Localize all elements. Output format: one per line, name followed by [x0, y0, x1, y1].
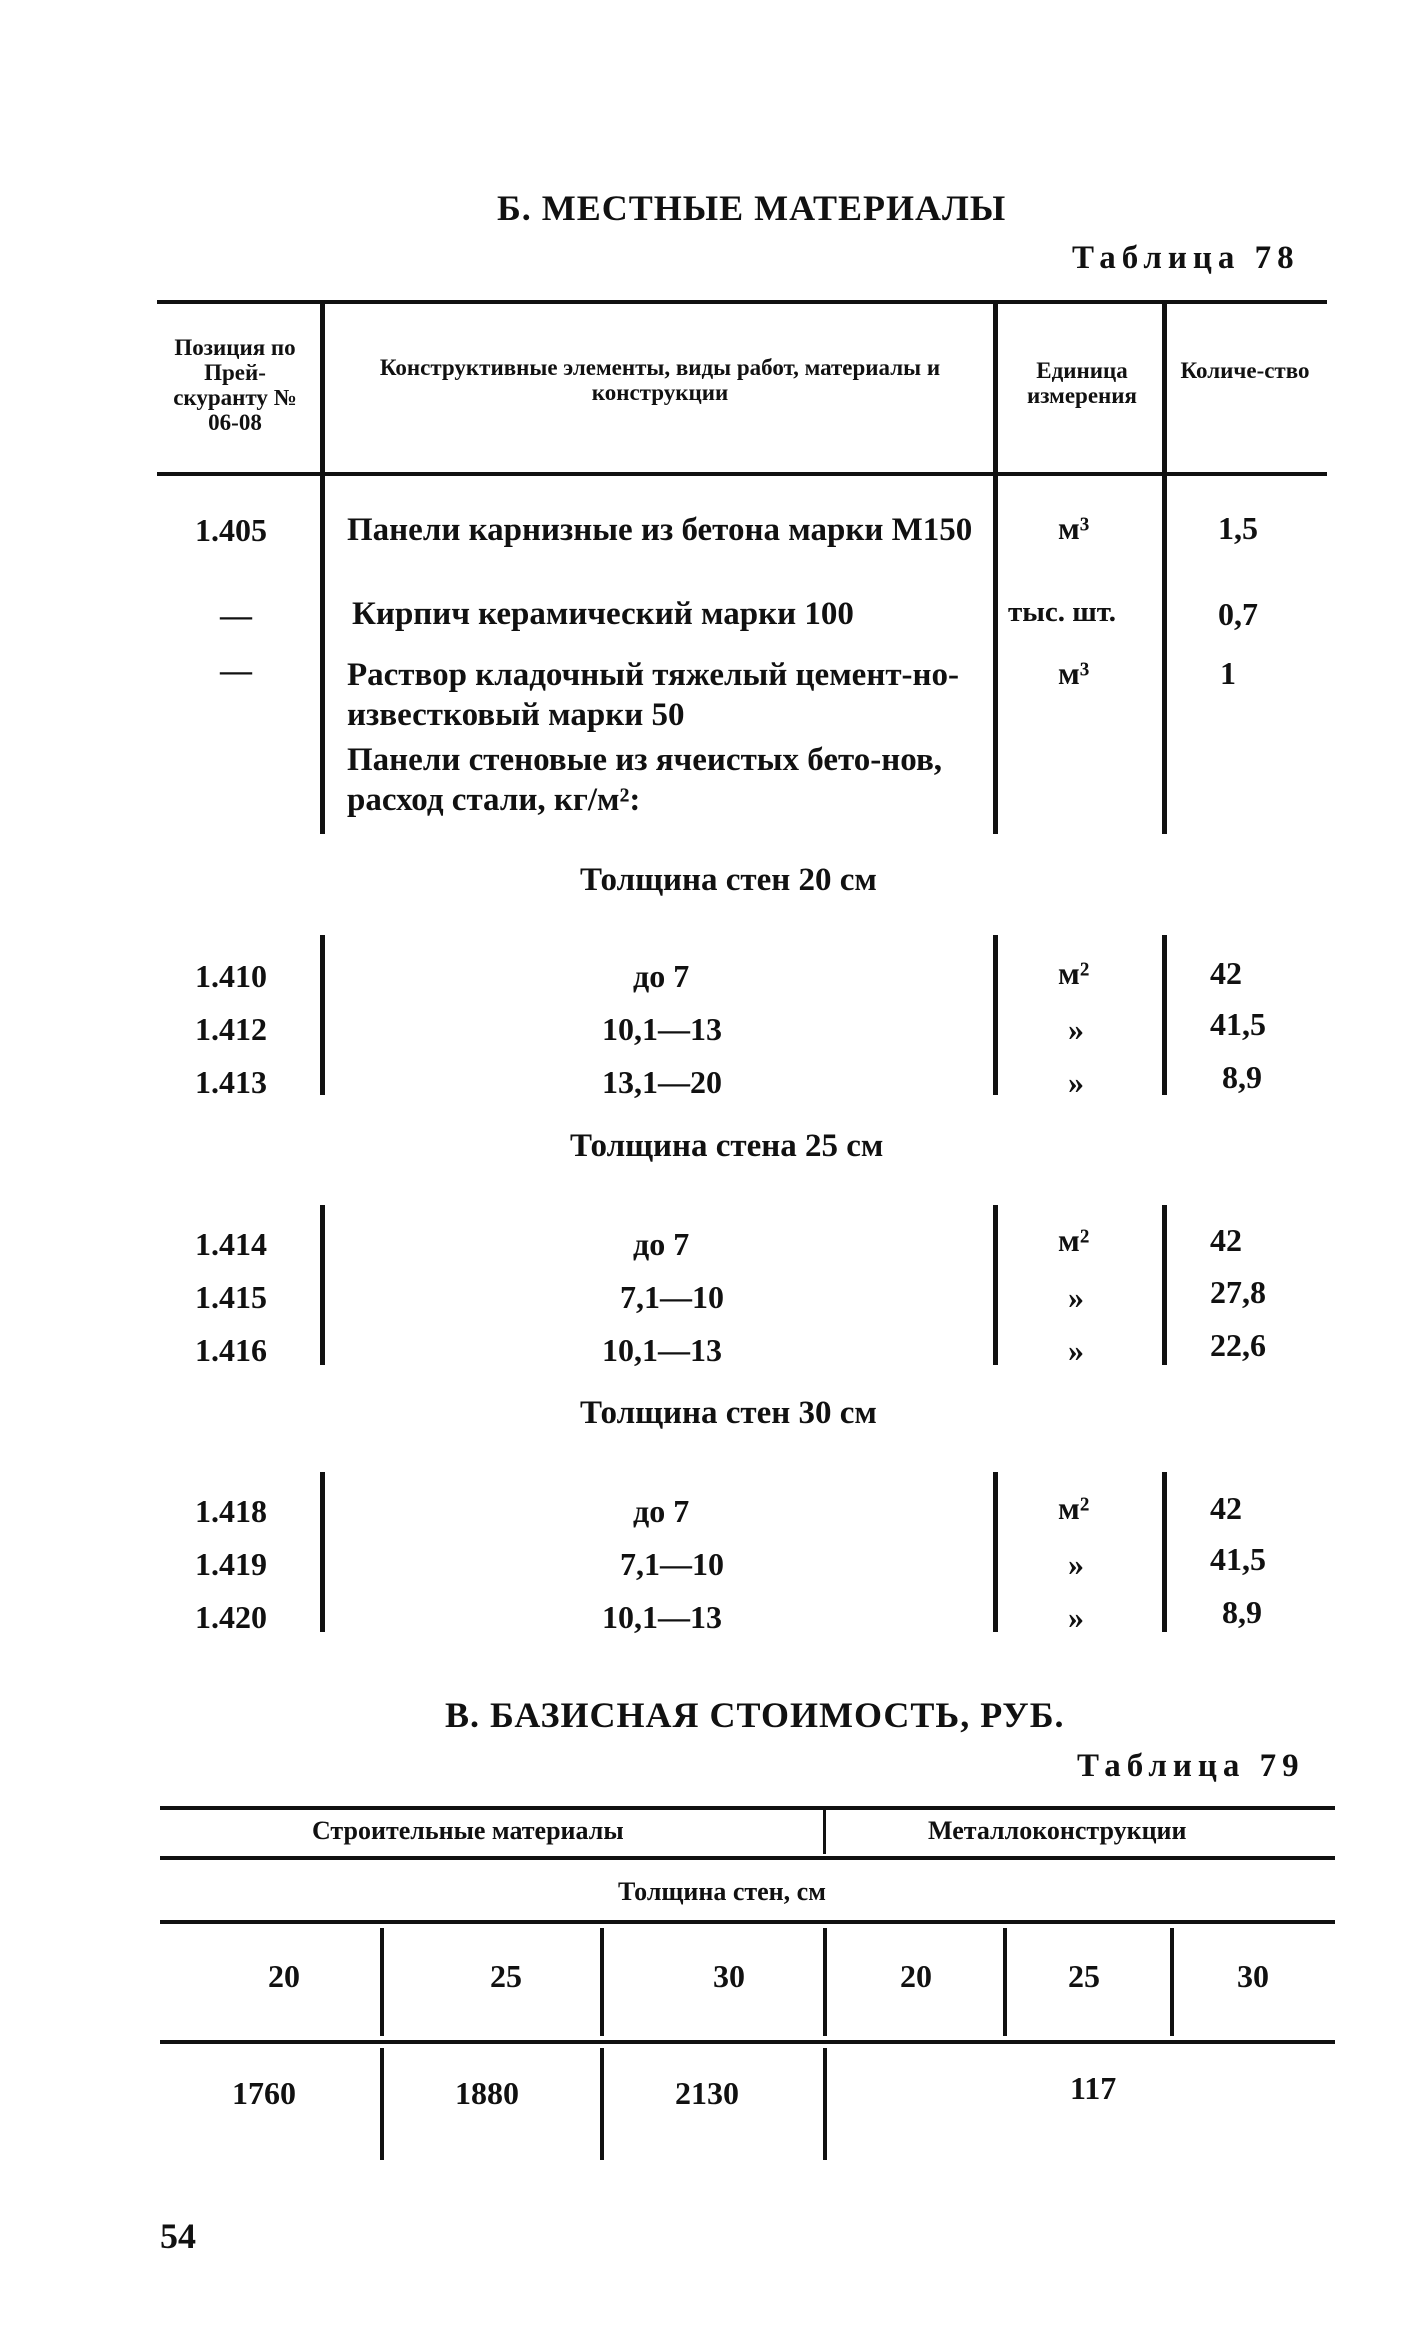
row-quantity: 41,5 — [1210, 1006, 1266, 1042]
row-quantity: 42 — [1210, 1222, 1242, 1258]
section-b-title: Б. МЕСТНЫЕ МАТЕРИАЛЫ — [497, 188, 1007, 228]
header-metal-structures: Металлоконструкции — [928, 1816, 1187, 1845]
col-divider-3 — [1162, 304, 1167, 834]
col-divider-2 — [993, 304, 998, 834]
row-unit: тыс. шт. — [1008, 596, 1117, 628]
row-unit: » — [1068, 1064, 1084, 1100]
row-position: — — [220, 652, 252, 688]
row-unit: м³ — [1058, 510, 1090, 546]
col-divider-1 — [320, 304, 325, 834]
row-unit: м³ — [1058, 655, 1090, 691]
thickness-value: 25 — [1068, 1958, 1100, 1994]
group-col-divider-3 — [1162, 1472, 1167, 1632]
row-position: — — [220, 597, 252, 633]
table-78-header-rule — [157, 472, 1327, 476]
header-quantity: Количе-ство — [1180, 358, 1310, 383]
row-position: 1.416 — [195, 1332, 267, 1368]
row-description: до 7 — [633, 1226, 690, 1262]
table-78-top-rule — [157, 300, 1327, 304]
row-description: 10,1—13 — [602, 1011, 722, 1047]
row-position: 1.412 — [195, 1011, 267, 1047]
row-description: Панели карнизные из бетона марки М150 — [347, 512, 973, 548]
row-unit: » — [1068, 1599, 1084, 1635]
group-title: Толщина стен 20 см — [580, 862, 877, 898]
row-description: 7,1—10 — [620, 1546, 724, 1582]
row-unit: » — [1068, 1279, 1084, 1315]
row-description: до 7 — [633, 1493, 690, 1529]
row-position: 1.420 — [195, 1599, 267, 1635]
row-quantity: 42 — [1210, 955, 1242, 991]
thickness-value: 20 — [268, 1958, 300, 1994]
header-elements: Конструктивные элементы, виды работ, материалы и конструкции — [379, 355, 941, 405]
row-description: 7,1—10 — [620, 1279, 724, 1315]
row-description: Кирпич керамический марки 100 — [352, 596, 854, 632]
t79-divider-2 — [600, 1928, 604, 2036]
t79-divider-1 — [380, 1928, 384, 2036]
row-quantity: 1 — [1220, 655, 1236, 691]
row-position: 1.419 — [195, 1546, 267, 1582]
row-quantity: 27,8 — [1210, 1274, 1266, 1310]
row-position: 1.405 — [195, 512, 267, 548]
group-col-divider-1 — [320, 935, 325, 1095]
row-quantity: 8,9 — [1222, 1059, 1262, 1095]
row-unit: » — [1068, 1011, 1084, 1047]
row-quantity: 8,9 — [1222, 1594, 1262, 1630]
row-position: 1.415 — [195, 1279, 267, 1315]
page-number: 54 — [160, 2216, 196, 2256]
row-unit: » — [1068, 1546, 1084, 1582]
cost-building-materials: 1760 — [232, 2075, 296, 2111]
row-description: до 7 — [633, 958, 690, 994]
row-description: 10,1—13 — [602, 1332, 722, 1368]
row-unit: м² — [1058, 1222, 1090, 1258]
t79-divider-4 — [1003, 1928, 1007, 2036]
row-description: Панели стеновые из ячеистых бето-нов, расход стали, кг/м²: — [347, 742, 943, 818]
row-quantity: 0,7 — [1218, 596, 1258, 632]
cost-metal-structures: 117 — [1070, 2070, 1117, 2106]
table-79-label: Таблица 79 — [1077, 1748, 1305, 1784]
row-description: 10,1—13 — [602, 1599, 722, 1635]
row-unit: » — [1068, 1332, 1084, 1368]
thickness-value: 30 — [713, 1958, 745, 1994]
table-79-header-rule — [160, 1856, 1335, 1860]
group-col-divider-3 — [1162, 935, 1167, 1095]
cost-building-materials: 1880 — [455, 2075, 519, 2111]
t79-divider-5 — [1170, 1928, 1174, 2036]
section-v-title: В. БАЗИСНАЯ СТОИМОСТЬ, РУБ. — [445, 1695, 1065, 1735]
thickness-value: 20 — [900, 1958, 932, 1994]
table-79-top-rule — [160, 1806, 1335, 1810]
t79-value-divider-1 — [380, 2048, 384, 2160]
row-quantity: 1,5 — [1218, 510, 1258, 546]
group-col-divider-2 — [993, 935, 998, 1095]
row-position: 1.418 — [195, 1493, 267, 1529]
row-unit: м² — [1058, 1490, 1090, 1526]
subheader-wall-thickness: Толщина стен, см — [618, 1877, 826, 1906]
header-position: Позиция по Прей-скуранту № 06-08 — [173, 335, 297, 435]
row-position: 1.413 — [195, 1064, 267, 1100]
row-quantity: 42 — [1210, 1490, 1242, 1526]
table-79-subheader-rule — [160, 1920, 1335, 1924]
group-col-divider-3 — [1162, 1205, 1167, 1365]
thickness-value: 30 — [1237, 1958, 1269, 1994]
t79-value-divider-3 — [823, 2048, 827, 2160]
table-78-label: Таблица 78 — [1072, 240, 1300, 276]
header-divider — [823, 1810, 826, 1854]
row-unit: м² — [1058, 955, 1090, 991]
group-col-divider-2 — [993, 1205, 998, 1365]
group-col-divider-1 — [320, 1472, 325, 1632]
group-title: Толщина стена 25 см — [570, 1128, 884, 1164]
group-title: Толщина стен 30 см — [580, 1395, 877, 1431]
header-building-materials: Строительные материалы — [312, 1816, 624, 1845]
table-79-mid-rule — [160, 2040, 1335, 2044]
row-position: 1.410 — [195, 958, 267, 994]
t79-value-divider-2 — [600, 2048, 604, 2160]
group-col-divider-1 — [320, 1205, 325, 1365]
cost-building-materials: 2130 — [675, 2075, 739, 2111]
row-quantity: 22,6 — [1210, 1327, 1266, 1363]
header-unit: Единица измерения — [1027, 358, 1137, 408]
thickness-value: 25 — [490, 1958, 522, 1994]
group-col-divider-2 — [993, 1472, 998, 1632]
row-position: 1.414 — [195, 1226, 267, 1262]
t79-divider-3 — [823, 1928, 827, 2036]
row-description: 13,1—20 — [602, 1064, 722, 1100]
row-description: Раствор кладочный тяжелый цемент-но-известковый марки 50 — [347, 657, 960, 733]
row-quantity: 41,5 — [1210, 1541, 1266, 1577]
